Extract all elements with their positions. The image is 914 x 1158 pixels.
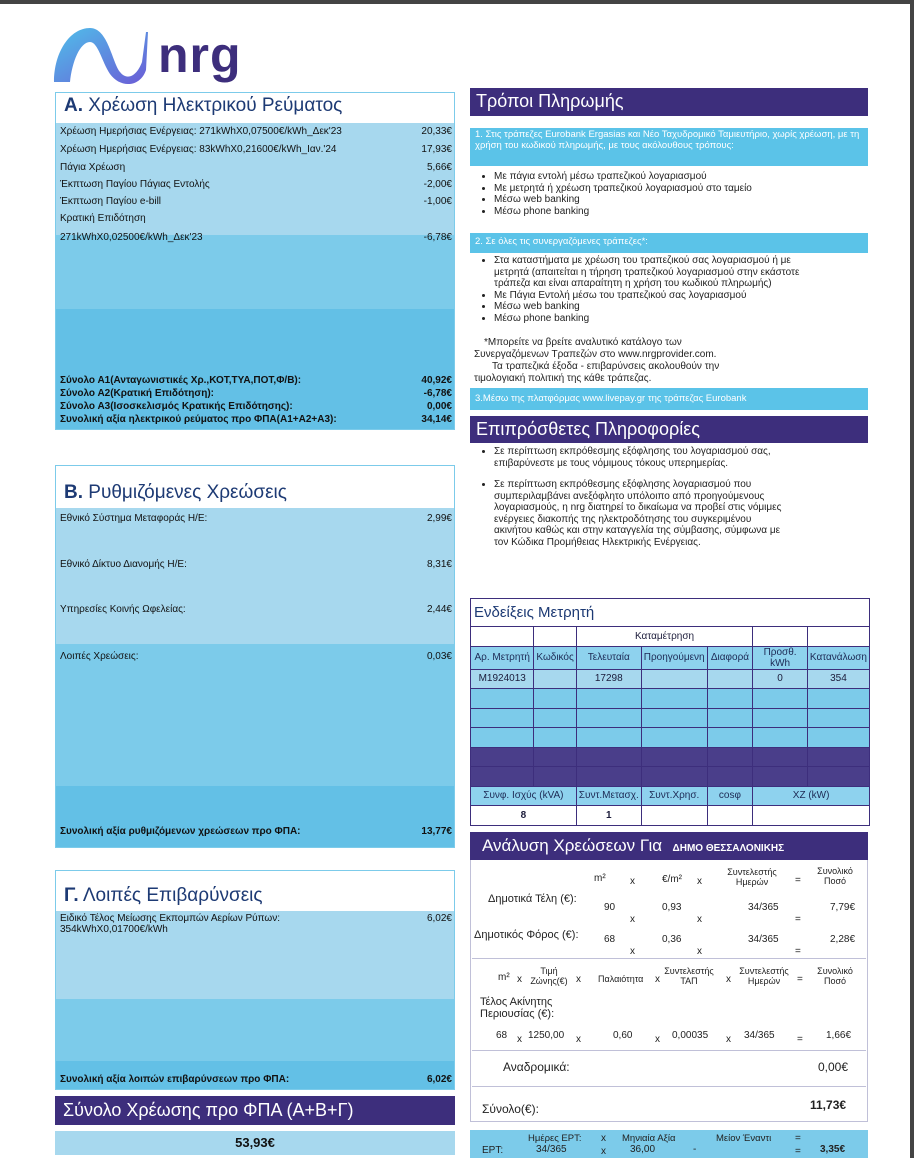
meter-col-header: Τελευταία bbox=[576, 646, 641, 669]
col-header: Συντελεστής Ημερών bbox=[739, 966, 789, 986]
col-header: m² bbox=[594, 873, 606, 884]
table-row bbox=[471, 728, 870, 748]
section-c bbox=[55, 870, 455, 1090]
value: x bbox=[726, 1034, 731, 1045]
a-row-1: Χρέωση Ημερήσιας Ενέργειας: 271kWhX0,07500€/kWh_Δεκ'23 20,33€ bbox=[60, 126, 452, 137]
table-row bbox=[471, 689, 870, 709]
col-header: €/m² bbox=[662, 874, 682, 885]
value: 34/365 bbox=[536, 1144, 567, 1155]
analysis-total-label: Σύνολο(€): bbox=[482, 1102, 539, 1116]
list-item: • Με μετρητά ή χρέωση τραπεζικού λογαριασμού στο ταμείο bbox=[494, 183, 862, 195]
table-row bbox=[471, 747, 870, 767]
value: 68 bbox=[604, 934, 616, 945]
a-row-6: Κρατική Επιδότηση bbox=[60, 213, 146, 224]
ert-label: ΕΡΤ: bbox=[482, 1145, 504, 1156]
info-title: Επιπρόσθετες Πληροφορίες bbox=[470, 416, 868, 443]
col-header: Ημέρες ΕΡΤ: bbox=[528, 1133, 582, 1144]
a-total-1: Σύνολο Α1(Ανταγωνιστικές Χρ.,ΚΟΤ,ΤΥΑ,ΠΟΤ,Φ/Β): 40,92€ bbox=[60, 375, 452, 386]
value: 68 bbox=[496, 1030, 508, 1041]
meter-col-header: Προσθ. kWh bbox=[753, 646, 808, 669]
table-row bbox=[471, 767, 870, 787]
list-item: • Σε περίπτωση εκπρόθεσμης εξόφλησης λογαριασμού που συμπεριλαμβάνει ανεξόφλητο υπόλοιπο από προηγούμενους λογαριασμούς, η nrg διατηρεί το δικαίωμα να προβεί στις νόμιμες ενέργειες διακοπής της ηλεκτροδότησης του συγκεριμένου ακινήτου καθώς και στην καταγγελία της σύμβασης, σύμφωνα με τον Κώδικα Προμήθειας Ηλεκτρικής Ενέργειας. bbox=[494, 479, 782, 548]
value: x bbox=[697, 946, 702, 957]
meter-col-header: Αρ. Μετρητή bbox=[471, 646, 534, 669]
meter-footer-value bbox=[707, 806, 753, 826]
a-row-7: 271kWhX0,02500€/kWh_Δεκ'23 -6,78€ bbox=[60, 232, 452, 243]
b-row-3: Υπηρεσίες Κοινής Ωφελείας: 2,44€ bbox=[60, 604, 452, 615]
col-header: Μείον Έναντι bbox=[716, 1133, 772, 1144]
value: 0,00035 bbox=[672, 1030, 709, 1041]
a-row-2: Χρέωση Ημερήσιας Ενέργειας: 83kWhX0,21600€/kWh_Ιαν.'24 17,93€ bbox=[60, 144, 452, 155]
value: x bbox=[630, 914, 635, 925]
section-a-title: Α. Χρέωση Ηλεκτρικού Ρεύματος bbox=[56, 93, 454, 123]
list-item: • Μέσω web banking bbox=[494, 194, 862, 206]
value: 0,93 bbox=[662, 902, 682, 913]
meter-col-header: Προηγούμενη bbox=[641, 646, 707, 669]
col-header: Συντελεστής Ημερών bbox=[727, 867, 777, 887]
meter-footer-value: 8 bbox=[471, 806, 577, 826]
analysis-title: Ανάλυση Χρεώσεων Για ΔΗΜΟ ΘΕΣΣΑΛΟΝΙΚΗΣ bbox=[470, 832, 868, 860]
c-total: Συνολική αξία λοιπών επιβαρύνσεων προ ΦΠΑ: 6,02€ bbox=[60, 1074, 452, 1085]
a-row-3: Πάγια Χρέωση 5,66€ bbox=[60, 162, 452, 173]
meter-footer-header: ΧΖ (kW) bbox=[753, 786, 870, 806]
section-b-title: Β. Ρυθμιζόμενες Χρεώσεις bbox=[56, 480, 454, 508]
a-total-2: Σύνολο Α2(Κρατική Επιδότηση): -6,78€ bbox=[60, 388, 452, 399]
col-header: = bbox=[795, 875, 801, 886]
list-item: • Μέσω phone banking bbox=[494, 206, 862, 218]
col-header: x bbox=[576, 974, 581, 985]
col-header: Τιμή Ζώνης(€) bbox=[530, 966, 568, 986]
value: 0,60 bbox=[613, 1030, 633, 1041]
list-item: • Μέσω phone banking bbox=[494, 313, 822, 325]
ert-total: 3,35€ bbox=[820, 1144, 846, 1155]
a-total-4: Συνολική αξία ηλεκτρικού ρεύματος προ ΦΠΑ(Α1+Α2+Α3): 34,14€ bbox=[60, 414, 452, 425]
meter-cell bbox=[534, 669, 576, 689]
value: 34/365 bbox=[748, 902, 779, 913]
info-list bbox=[482, 446, 782, 548]
a-row-4: Έκπτωση Παγίου Πάγιας Εντολής -2,00€ bbox=[60, 179, 452, 190]
b-row-2: Εθνικό Δίκτυο Διανομής Η/Ε: 8,31€ bbox=[60, 559, 452, 570]
section-c-title: Γ. Λοιπές Επιβαρύνσεις bbox=[56, 883, 454, 911]
c-row-label: Ειδικό Τέλος Μείωσης Εκπομπών Αερίων Ρύπων: 354kWhX0,01700€/kWh bbox=[60, 913, 280, 935]
meter-cell bbox=[641, 669, 707, 689]
meter-footer-header: Συντ.Μετασχ. bbox=[576, 786, 641, 806]
window-top-border bbox=[0, 0, 914, 4]
col-header: x bbox=[601, 1133, 606, 1144]
value: 1,66€ bbox=[826, 1030, 852, 1041]
payment-p2-header: 2. Σε όλες τις συνεργαζόμενες τράπεζες*: bbox=[470, 233, 868, 253]
meter-col-header: Διαφορά bbox=[707, 646, 753, 669]
payment-note-2: Τα τραπεζικά έξοδα - επιβαρύνσεις ακολουθούν την τιμολογιακή πολιτική της κάθε τράπεζας. bbox=[474, 361, 720, 384]
value: 90 bbox=[604, 902, 616, 913]
nrg-logo bbox=[50, 22, 260, 90]
list-item: • Με Πάγια Εντολή μέσω του τραπεζικού σας λογαριασμού bbox=[494, 290, 822, 302]
meter-footer-header: Συνφ. Ισχύς (kVA) bbox=[471, 786, 577, 806]
meter-cell: 17298 bbox=[576, 669, 641, 689]
meter-cell: M1924013 bbox=[471, 669, 534, 689]
col-header: = bbox=[795, 1133, 801, 1144]
retroactive-value: 0,00€ bbox=[818, 1060, 849, 1074]
meter-footer-header: cosφ bbox=[707, 786, 753, 806]
col-header: m² bbox=[498, 972, 510, 983]
grand-total-value: 53,93€ bbox=[55, 1131, 455, 1155]
col-header: x bbox=[630, 876, 635, 887]
meter-footer-value: 1 bbox=[576, 806, 641, 826]
table-row bbox=[471, 669, 870, 689]
col-header: Συντελεστής ΤΑΠ bbox=[664, 966, 714, 986]
meter-group-header: Καταμέτρηση bbox=[576, 627, 752, 647]
b-total: Συνολική αξία ρυθμιζόμενων χρεώσεων προ ΦΠΑ: 13,77€ bbox=[60, 826, 452, 837]
value: x bbox=[697, 914, 702, 925]
property-tax-label: Τέλος Ακίνητης Περιουσίας (€): bbox=[480, 996, 555, 1020]
value: 7,79€ bbox=[830, 902, 856, 913]
a-row-5: Έκπτωση Παγίου e-bill -1,00€ bbox=[60, 196, 452, 207]
value: 2,28€ bbox=[830, 934, 856, 945]
col-header: x bbox=[726, 974, 731, 985]
value: = bbox=[797, 1034, 803, 1045]
list-item: • Στα καταστήματα με χρέωση του τραπεζικού σας λογαριασμού ή με μετρητά (απαιτείται η τήρηση τραπεζικού λογαριασμού στην εκάστοτε τράπεζα και είναι απαραίτητη η χρήση του κωδικού πληρωμής) bbox=[494, 255, 822, 290]
col-header: x bbox=[697, 876, 702, 887]
value: = bbox=[795, 946, 801, 957]
col-header: Παλαιότητα bbox=[598, 974, 644, 984]
payment-p2-list bbox=[482, 255, 822, 324]
payment-title: Τρόποι Πληρωμής bbox=[470, 88, 868, 116]
value: 34/365 bbox=[744, 1030, 775, 1041]
a-total-3: Σύνολο Α3(Ισοσκελισμός Κρατικής Επιδότησης): 0,00€ bbox=[60, 401, 452, 412]
grand-total-label: Σύνολο Χρέωσης προ ΦΠΑ (Α+Β+Γ) bbox=[55, 1096, 455, 1125]
meter-cell: 0 bbox=[753, 669, 808, 689]
b-row-1: Εθνικό Σύστημα Μεταφοράς Η/Ε: 2,99€ bbox=[60, 513, 452, 524]
window-right-border bbox=[910, 0, 914, 1158]
col-header: x bbox=[517, 974, 522, 985]
logo-text: nrg bbox=[158, 27, 242, 83]
col-header: Μηνιαία Αξία bbox=[622, 1133, 676, 1144]
analysis-total-value: 11,73€ bbox=[810, 1098, 847, 1112]
meter-cell: 354 bbox=[807, 669, 869, 689]
meter-footer-value bbox=[753, 806, 870, 826]
value: x bbox=[655, 1034, 660, 1045]
value: 36,00 bbox=[630, 1144, 656, 1155]
retroactive-label: Αναδρομικά: bbox=[503, 1060, 570, 1074]
value: 0,36 bbox=[662, 934, 682, 945]
value: x bbox=[576, 1034, 581, 1045]
payment-p1-header: 1. Στις τράπεζες Eurobank Ergasias και Νέο Ταχυδρομικό Ταμιευτήριο, χωρίς χρέωση, με τη χρήση του κωδικού πληρωμής, με τους ακόλουθους τρόπους: bbox=[470, 128, 868, 166]
col-header: Συνολικό Ποσό bbox=[817, 866, 853, 886]
value: = bbox=[795, 914, 801, 925]
meter-col-header: Κατανάλωση bbox=[807, 646, 869, 669]
meter-col-header: Κωδικός bbox=[534, 646, 576, 669]
value: - bbox=[693, 1144, 697, 1155]
value: x bbox=[630, 946, 635, 957]
value: 34/365 bbox=[748, 934, 779, 945]
meter-cell bbox=[707, 669, 753, 689]
col-header: Συνολικό Ποσό bbox=[817, 966, 853, 986]
list-item: • Με πάγια εντολή μέσω τραπεζικού λογαριασμού bbox=[494, 171, 862, 183]
value: = bbox=[795, 1146, 801, 1157]
value: 1250,00 bbox=[528, 1030, 565, 1041]
list-item: • Μέσω web banking bbox=[494, 301, 822, 313]
col-header: x bbox=[655, 974, 660, 985]
meter-footer-header: Συντ.Χρησ. bbox=[641, 786, 707, 806]
meter-title: Ενδείξεις Μετρητή bbox=[474, 604, 595, 621]
c-row-value: 6,02€ bbox=[426, 913, 452, 924]
list-item: • Σε περίπτωση εκπρόθεσμης εξόφλησης του λογαριασμού σας, επιβαρύνεστε με τους νόμιμους τόκους υπερημερίας. bbox=[494, 446, 782, 469]
value: x bbox=[601, 1146, 606, 1157]
municipal-fees-label: Δημοτικά Τέλη (€): bbox=[488, 893, 577, 905]
b-row-4: Λοιπές Χρεώσεις: 0,03€ bbox=[60, 651, 452, 662]
payment-note-1: *Μπορείτε να βρείτε αναλυτικό κατάλογο των Συνεργαζόμενων Τραπεζών στο www.nrgprovider.com. bbox=[474, 337, 717, 360]
table-row bbox=[471, 708, 870, 728]
payment-p3-livepay: 3.Μέσω της πλατφόρμας www.livepay.gr της τράπεζας Eurobank bbox=[470, 388, 868, 410]
meter-footer-value bbox=[641, 806, 707, 826]
col-header: = bbox=[797, 974, 803, 985]
value: x bbox=[517, 1034, 522, 1045]
municipal-tax-label: Δημοτικός Φόρος (€): bbox=[474, 929, 579, 941]
payment-p1-list bbox=[482, 171, 862, 217]
meter-table bbox=[470, 626, 870, 826]
